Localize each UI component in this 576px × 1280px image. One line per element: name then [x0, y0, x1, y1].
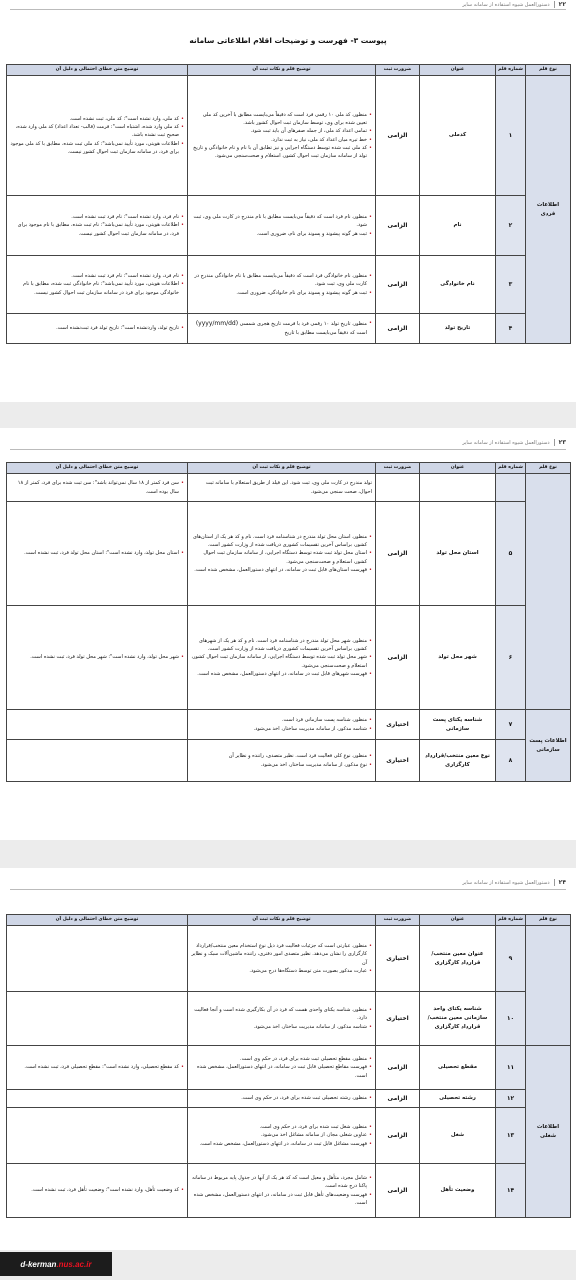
- item-title: شناسه یکتای پست سازمانی: [420, 710, 496, 740]
- col-header-group: نوع قلم: [526, 65, 571, 76]
- item-errors: [7, 710, 188, 740]
- description-bullet: • منظور، شناسه یکتای واحدی هست که فرد در آن بکارگیری شده است و آنجا فعالیت دارد.: [191, 1006, 372, 1023]
- error-bullet: • اطلاعات هویتی، مورد تأیید نمی‌باشد": کد ملی ثبت شده، مطابق با کد ملی موجود برای فرد، در سامانه سازمان ثبت احوال کشور نیست.: [10, 140, 184, 157]
- error-bullet: • کد مقطع تحصیلی، وارد نشده است": مقطع تحصیلی فرد، ثبت نشده است.: [10, 1063, 184, 1071]
- description-bullet: • شهر محل تولد ثبت شده توسط دستگاه اجرایی، از سامانه سازمان ثبت احوال کشور، استعلام و صحت‌سنجی می‌شود.: [191, 653, 372, 670]
- col-header-group: نوع قلم: [526, 915, 571, 926]
- description-bullet: • منظور، عبارتی است که جزئیات فعالیت فرد ذیل نوع استخدام معین منتخب/قرارداد کارگزاری را نشان می‌دهد. نظیر متصدی امور دفتری، راننده ماشین‌آلات سبک و نظایر آن: [191, 942, 372, 967]
- col-header-desc: توضیح قلم و نکات ثبت آن: [188, 65, 376, 76]
- col-header-num: شماره قلم: [496, 65, 526, 76]
- item-required: الزامی: [376, 1164, 420, 1218]
- col-header-err: توضیح متن خطای احتمالی و دلیل آن: [7, 65, 188, 76]
- watermark-prefix: d-kerman: [20, 1259, 57, 1269]
- table-row: [7, 926, 571, 992]
- document-page-1: [0, 0, 576, 402]
- description-bullet: • نوع مذکور، از سامانه مدیریت ساختار، اخذ می‌شود.: [191, 761, 372, 769]
- item-errors: [7, 1164, 188, 1218]
- description-bullet: • منظور، کد ملی ۱۰ رقمی فرد است که دقیقاً می‌بایست مطابق با آخرین کد ملی تعیین شده برای وی، توسط سازمان ثبت احوال کشور باشد.: [191, 111, 372, 128]
- item-number: ۵: [496, 502, 526, 606]
- item-errors: [7, 926, 188, 992]
- item-title: [420, 474, 496, 502]
- error-bullet: • اطلاعات هویتی، مورد تأیید نمی‌باشد": نام خانوادگی ثبت شده، مطابق با نام خانوادگی موجود برای فرد در سامانه سازمان ثبت احوال کشور نیست.: [10, 280, 184, 297]
- error-bullet: • اطلاعات هویتی، مورد تأیید نمی‌باشد": نام ثبت شده، مطابق با نام موجود برای فرد، در سامانه سازمان ثبت احوال کشور نیست.: [10, 221, 184, 238]
- watermark-suffix: .nus.ac.ir: [56, 1259, 92, 1269]
- header-text: دستورالعمل شیوه استفاده از سامانه سایر: [462, 439, 550, 446]
- col-header-desc: توضیح قلم و نکات ثبت آن: [188, 915, 376, 926]
- item-number: ۸: [496, 740, 526, 782]
- col-header-num: شماره قلم: [496, 915, 526, 926]
- description-bullet: • منظور، شناسه پست سازمانی فرد است.: [191, 716, 372, 724]
- item-errors: [7, 1046, 188, 1090]
- table-row: [7, 992, 571, 1046]
- item-number: ۱۲: [496, 1090, 526, 1108]
- item-title: وضعیت تأهل: [420, 1164, 496, 1218]
- item-number: ۴: [496, 314, 526, 344]
- col-header-req: ضرورت ثبت: [376, 463, 420, 474]
- description-bullet: • منظور، نام خانوادگی فرد است که دقیقاً می‌بایست مطابق با نام خانوادگی مندرج در کارت ملی وی، ثبت شود.: [191, 272, 372, 289]
- col-header-err: توضیح متن خطای احتمالی و دلیل آن: [7, 463, 188, 474]
- page-header: [10, 436, 566, 450]
- description-bullet: • منظور، نام فرد است که دقیقاً می‌بایست مطابق با نام مندرج در کارت ملی وی، ثبت شود.: [191, 213, 372, 230]
- description-bullet: • منظور، شغل ثبت شده برای فرد، در حکم وی است.: [191, 1123, 372, 1131]
- description-bullet: • تمامی اعداد کد ملی، از جمله صفرهای آن باید ثبت شود.: [191, 127, 372, 135]
- item-description: [188, 992, 376, 1046]
- item-title: شناسه یکتای واحد سازمانی معین منتخب/قرارداد کارگزاری: [420, 992, 496, 1046]
- item-errors: [7, 474, 188, 502]
- item-errors: [7, 740, 188, 782]
- error-bullet: • کد ملی وارد شده، اشتباه است": فرمت (قالب- تعداد اعداد) کد ملی وارد شده، صحیح ثبت نشده باشد.: [10, 123, 184, 140]
- item-number: ۱۰: [496, 992, 526, 1046]
- description-bullet: • منظور، مقطع تحصیلی ثبت شده برای فرد، در حکم وی است.: [191, 1055, 372, 1063]
- page-number: ۲۴: [554, 879, 566, 886]
- group-cell: اطلاعات فردی: [526, 76, 571, 344]
- item-errors: [7, 1090, 188, 1108]
- table-row: [7, 1046, 571, 1090]
- error-bullet: • سن فرد کمتر از ۱۸ سال نمی‌تواند باشد": سن ثبت شده برای فرد، کمتر از ۱۸ سال بوده است.: [10, 479, 184, 496]
- description-bullet: • فهرست شهرهای قابل ثبت در سامانه، در انتهای دستورالعمل، مشخص شده است.: [191, 670, 372, 678]
- table-header-row: [7, 65, 571, 76]
- table-row-continued: [7, 474, 571, 502]
- group-cell: [526, 926, 571, 1046]
- table-row: [7, 1108, 571, 1164]
- error-bullet: • نام فرد، وارد نشده است": نام فرد ثبت نشده است.: [10, 213, 184, 221]
- document-page-3: [0, 868, 576, 1250]
- col-header-num: شماره قلم: [496, 463, 526, 474]
- item-description: [188, 196, 376, 256]
- table-row: [7, 314, 571, 344]
- item-required: اختیاری: [376, 992, 420, 1046]
- item-number: ۹: [496, 926, 526, 992]
- description-bullet: • فهرست وضعیت‌های تأهل قابل ثبت در سامانه، در انتهای دستورالعمل، مشخص شده است.: [191, 1191, 372, 1208]
- col-header-err: توضیح متن خطای احتمالی و دلیل آن: [7, 915, 188, 926]
- item-required: الزامی: [376, 1046, 420, 1090]
- error-bullet: • کد وضعیت تأهل، وارد نشده است": وضعیت تأهل فرد، ثبت نشده است.: [10, 1186, 184, 1194]
- col-header-desc: توضیح قلم و نکات ثبت آن: [188, 463, 376, 474]
- items-table-page-1: [6, 64, 571, 344]
- item-number: ۲: [496, 196, 526, 256]
- group-cell: [526, 474, 571, 710]
- description-bullet: • منظور، استان محل تولد مندرج در شناسنامه فرد است. نام و کد هر یک از استان‌های کشور، براساس آخرین تقسیمات کشوری دریافت شده از وزارت کشور است.: [191, 533, 372, 550]
- item-errors: [7, 992, 188, 1046]
- site-watermark: [0, 1252, 112, 1276]
- page-number: ۲۲: [554, 1, 566, 8]
- table-row: [7, 1164, 571, 1218]
- table-row: [7, 740, 571, 782]
- table-row: [7, 710, 571, 740]
- date-format: (yyyy/mm/dd): [195, 320, 239, 328]
- item-required: [376, 474, 420, 502]
- item-title: نام خانوادگی: [420, 256, 496, 314]
- item-title: شهر محل تولد: [420, 606, 496, 710]
- description-bullet: • شناسه مذکور، از سامانه مدیریت ساختار، اخذ می‌شود.: [191, 1023, 372, 1031]
- item-description: [188, 926, 376, 992]
- description-bullet: • منظور، نوع کلی فعالیت فرد است. نظیر متصدی، راننده و نظایر آن: [191, 752, 372, 760]
- item-description: [188, 1164, 376, 1218]
- error-bullet: • استان محل تولد، وارد نشده است": استان محل تولد فرد، ثبت نشده است.: [10, 549, 184, 557]
- item-required: اختیاری: [376, 740, 420, 782]
- item-description: [188, 1108, 376, 1164]
- item-required: الزامی: [376, 196, 420, 256]
- item-errors: [7, 606, 188, 710]
- item-number: ۶: [496, 606, 526, 710]
- table-row: [7, 502, 571, 606]
- item-title: عنوان معین منتخب/قرارداد کارگزاری: [420, 926, 496, 992]
- description-bullet: • فهرست مشاغل قابل ثبت در سامانه، در انتهای دستورالعمل، مشخص شده است.: [191, 1140, 372, 1148]
- description-bullet: • فهرست مقاطع تحصیلی قابل ثبت در سامانه، در انتهای دستورالعمل، مشخص شده است.: [191, 1063, 372, 1080]
- item-errors: [7, 502, 188, 606]
- col-header-title: عنوان: [420, 65, 496, 76]
- table-header-row: [7, 915, 571, 926]
- item-required: الزامی: [376, 76, 420, 196]
- item-title: نوع معین منتخب/قرارداد کارگزاری: [420, 740, 496, 782]
- item-title: مقطع تحصیلی: [420, 1046, 496, 1090]
- item-number: ۱۱: [496, 1046, 526, 1090]
- items-table-page-2: [6, 462, 571, 782]
- description-bullet: • فهرست استان‌های قابل ثبت در سامانه، در انتهای دستورالعمل، مشخص شده است.: [191, 566, 372, 574]
- items-table-page-3: [6, 914, 571, 1218]
- description-bullet: • شامل مجرد، متأهل و معیل است که کد هر یک از آنها در جدول پایه مربوط در سامانه پاکنا درج شده است.: [191, 1174, 372, 1191]
- item-required: الزامی: [376, 1090, 420, 1108]
- description-text: است که دقیقاً می‌بایست مطابق با تاریخ: [284, 330, 367, 337]
- header-text: دستورالعمل شیوه استفاده از سامانه سایر: [462, 879, 550, 886]
- item-errors: [7, 196, 188, 256]
- description-bullet: • خط تیره میان اعداد کد ملی، نیاز به ثبت ندارد.: [191, 136, 372, 144]
- item-description: [188, 1046, 376, 1090]
- item-required: اختیاری: [376, 926, 420, 992]
- item-description: [188, 710, 376, 740]
- description-bullet: • ثبت هر گونه پیشوند و پسوند برای نام خانوادگی، ضروری است.: [191, 289, 372, 297]
- error-bullet: • تاریخ تولد، واردنشده است": تاریخ تولد فرد ثبت‌نشده است.: [10, 324, 184, 332]
- col-header-title: عنوان: [420, 915, 496, 926]
- group-cell: اطلاعات پست سازمانی: [526, 710, 571, 782]
- table-row: [7, 1090, 571, 1108]
- item-description: [188, 314, 376, 344]
- col-header-req: ضرورت ثبت: [376, 65, 420, 76]
- table-header-row: [7, 463, 571, 474]
- item-required: الزامی: [376, 256, 420, 314]
- item-number: ۳: [496, 256, 526, 314]
- col-header-req: ضرورت ثبت: [376, 915, 420, 926]
- item-title: تاریخ تولد: [420, 314, 496, 344]
- item-description: تولد مندرج در کارت ملی وی، ثبت شود. این فیلد از طریق استعلام با سامانه ثبت احوال، صحت سنجی می‌شود.: [188, 474, 376, 502]
- item-description: [188, 740, 376, 782]
- table-row: [7, 76, 571, 196]
- description-bullet: • استان محل تولد ثبت شده توسط دستگاه اجرایی، از سامانه سازمان ثبت احوال کشور، استعلام و صحت‌سنجی می‌شود.: [191, 549, 372, 566]
- page-header: [10, 0, 566, 10]
- error-bullet: • نام فرد، وارد نشده است": نام فرد ثبت نشده است.: [10, 272, 184, 280]
- item-description: [188, 256, 376, 314]
- description-bullet: • منظور، رشته تحصیلی ثبت شده برای فرد، در حکم وی است.: [191, 1094, 372, 1102]
- item-required: اختیاری: [376, 710, 420, 740]
- col-header-title: عنوان: [420, 463, 496, 474]
- description-bullet: • ثبت هر گونه پیشوند و پسوند برای نام، ضروری است.: [191, 230, 372, 238]
- description-bullet: • عناوین شغلی مجاز، از سامانه مشاغل اخذ می‌شود.: [191, 1131, 372, 1139]
- item-title: استان محل تولد: [420, 502, 496, 606]
- item-title: کدملی: [420, 76, 496, 196]
- item-number: ۷: [496, 710, 526, 740]
- table-row: [7, 196, 571, 256]
- item-required: الزامی: [376, 1108, 420, 1164]
- table-row: [7, 256, 571, 314]
- error-bullet: • شهر محل تولد، وارد نشده است": شهر محل تولد فرد، ثبت نشده است.: [10, 653, 184, 661]
- col-header-group: نوع قلم: [526, 463, 571, 474]
- item-description: [188, 606, 376, 710]
- description-bullet: [191, 319, 372, 337]
- page-header: [10, 876, 566, 890]
- item-title: شغل: [420, 1108, 496, 1164]
- error-bullet: • کد ملی، وارد نشده است": کد ملی، ثبت نشده است.: [10, 115, 184, 123]
- item-required: الزامی: [376, 502, 420, 606]
- item-description: [188, 76, 376, 196]
- document-title: پیوست ۳- فهرست و توضیحات اقلام اطلاعاتی سامانه: [189, 36, 387, 45]
- description-bullet: • کد ملی ثبت شده توسط دستگاه اجرایی و نیز تطابق آن با نام و نام خانوادگی و تاریخ تولد از سامانه سازمان ثبت احوال کشور، استعلام و صحت‌سنجی می‌شود.: [191, 144, 372, 161]
- item-required: الزامی: [376, 314, 420, 344]
- item-number: [496, 474, 526, 502]
- description-bullet: • منظور، شهر محل تولد مندرج در شناسنامه فرد است. نام و کد هر یک از شهرهای کشور، براساس آخرین تقسیمات کشوری دریافت شده از وزارت کشور است.: [191, 637, 372, 654]
- description-text: منظور، تاریخ تولد ۱۰ رقمی فرد با فرمت تاریخ هجری شمسی: [239, 321, 367, 328]
- item-description: [188, 502, 376, 606]
- item-required: الزامی: [376, 606, 420, 710]
- item-errors: [7, 76, 188, 196]
- group-cell: اطلاعات شغلی: [526, 1046, 571, 1218]
- item-number: ۱۳: [496, 1108, 526, 1164]
- item-number: ۱: [496, 76, 526, 196]
- item-errors: [7, 314, 188, 344]
- document-page-2: [0, 428, 576, 840]
- table-row: [7, 606, 571, 710]
- item-number: ۱۴: [496, 1164, 526, 1218]
- item-errors: [7, 256, 188, 314]
- item-title: نام: [420, 196, 496, 256]
- item-errors: [7, 1108, 188, 1164]
- header-text: دستورالعمل شیوه استفاده از سامانه سایر: [462, 1, 550, 8]
- item-description: [188, 1090, 376, 1108]
- description-bullet: • شناسه مذکور، از سامانه مدیریت ساختار، اخذ می‌شود.: [191, 725, 372, 733]
- item-title: رشته تحصیلی: [420, 1090, 496, 1108]
- description-bullet: • عبارت مذکور بصورت متن توسط دستگاه‌ها درج می‌شود.: [191, 967, 372, 975]
- page-number: ۲۳: [554, 439, 566, 446]
